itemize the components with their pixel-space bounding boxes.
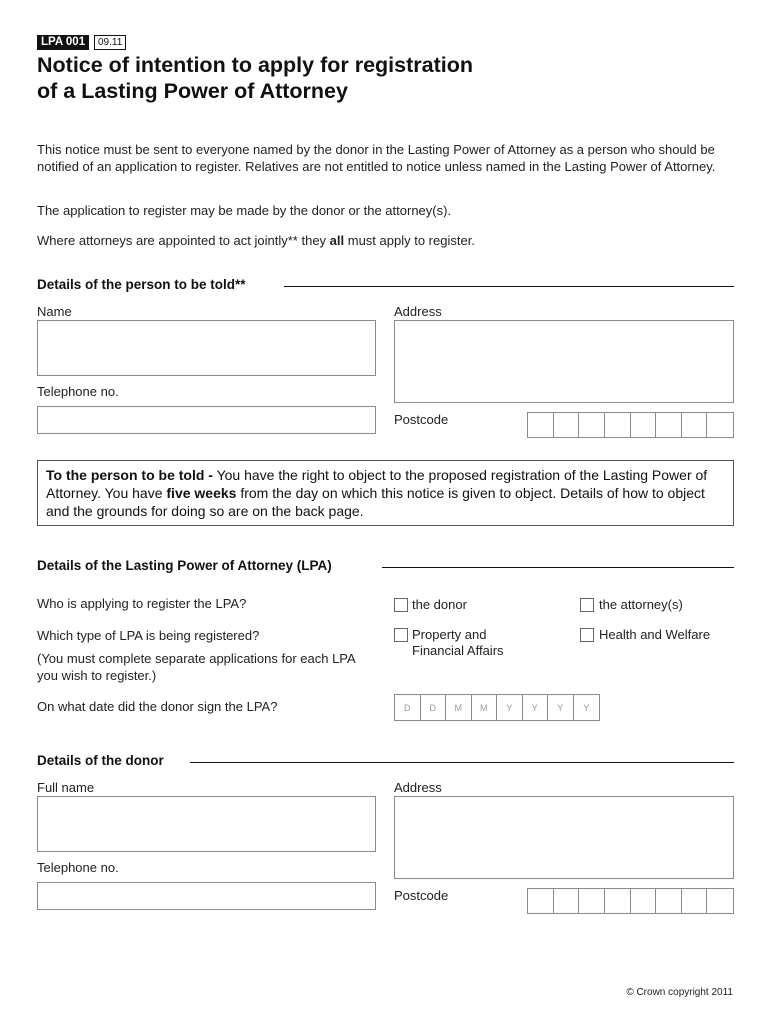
section-divider — [382, 567, 734, 568]
postcode-cell[interactable] — [528, 413, 554, 437]
property-finance-label — [412, 627, 504, 659]
page-title — [37, 52, 637, 104]
postcode-cell[interactable] — [605, 889, 631, 913]
postcode-cell[interactable] — [579, 413, 605, 437]
title-line-1: Notice of intention to apply for registration — [37, 53, 473, 77]
date-cell[interactable]: M — [446, 695, 472, 720]
property-finance-line-2: Financial Affairs — [412, 643, 504, 658]
sign-date-question: On what date did the donor sign the LPA? — [37, 699, 278, 714]
intro-p3-text-b: must apply to register. — [344, 233, 475, 248]
donor-address-label: Address — [394, 780, 442, 795]
postcode-cell[interactable] — [707, 889, 733, 913]
notice-bold-period: five weeks — [166, 485, 237, 501]
attorneys-checkbox[interactable] — [580, 598, 594, 612]
intro-p3-bold: all — [329, 233, 345, 248]
date-cell[interactable]: M — [472, 695, 498, 720]
person-name-label: Name — [37, 304, 72, 319]
postcode-cell[interactable] — [528, 889, 554, 913]
health-welfare-checkbox[interactable] — [580, 628, 594, 642]
postcode-cell[interactable] — [707, 413, 733, 437]
date-cell[interactable]: Y — [497, 695, 523, 720]
section-divider — [284, 286, 734, 287]
person-telephone-field[interactable] — [37, 406, 376, 434]
postcode-cell[interactable] — [682, 413, 708, 437]
postcode-cell[interactable] — [579, 889, 605, 913]
notice-text-1: You have the right to object to the proposed registration of the Lasting Power of Attorney. You have — [46, 467, 708, 501]
date-cell[interactable]: D — [421, 695, 447, 720]
date-cell[interactable]: Y — [548, 695, 574, 720]
lpa-section-heading: Details of the Lasting Power of Attorney (LPA) — [37, 558, 332, 573]
postcode-cell[interactable] — [605, 413, 631, 437]
postcode-cell[interactable] — [656, 889, 682, 913]
date-cell[interactable]: D — [395, 695, 421, 720]
donor-telephone-field[interactable] — [37, 882, 376, 910]
lpa-type-note: (You must complete separate applications for each LPA you wish to register.) — [37, 651, 355, 683]
health-welfare-label: Health and Welfare — [599, 627, 711, 642]
title-line-2: of a Lasting Power of Attorney — [37, 79, 348, 103]
intro-p3-text-a: Where attorneys are appointed to act jointly** they — [37, 233, 330, 248]
donor-fullname-label: Full name — [37, 780, 95, 795]
form-code-badge: LPA 001 — [37, 35, 89, 50]
copyright-notice: © Crown copyright 2011 — [626, 987, 733, 998]
postcode-cell[interactable] — [554, 889, 580, 913]
notice-text-2: from the day on which this notice is given to object. Details of how to object and the grounds for doing so are on the back page. — [46, 485, 705, 519]
donor-address-field[interactable] — [394, 796, 734, 879]
section-divider — [190, 762, 734, 763]
person-section-heading: Details of the person to be told** — [37, 277, 246, 292]
donor-option-label: the donor — [412, 597, 467, 612]
postcode-cell[interactable] — [631, 413, 657, 437]
sign-date-field[interactable] — [394, 694, 600, 721]
postcode-cell[interactable] — [656, 413, 682, 437]
notice-lead: To the person to be told - — [46, 467, 213, 483]
donor-telephone-label: Telephone no. — [37, 860, 119, 875]
property-finance-checkbox[interactable] — [394, 628, 408, 642]
property-finance-line-1: Property and — [412, 627, 487, 642]
postcode-cell[interactable] — [682, 889, 708, 913]
notice-box — [37, 460, 734, 526]
intro-paragraph-2: The application to register may be made by the donor or the attorney(s). — [37, 203, 452, 218]
donor-postcode-field[interactable] — [527, 888, 734, 914]
date-cell[interactable]: Y — [523, 695, 549, 720]
person-address-label: Address — [394, 304, 442, 319]
intro-paragraph-3 — [37, 233, 737, 250]
person-name-field[interactable] — [37, 320, 376, 376]
postcode-cell[interactable] — [554, 413, 580, 437]
donor-postcode-label: Postcode — [394, 888, 449, 903]
form-version-badge: 09.11 — [94, 35, 126, 50]
postcode-cell[interactable] — [631, 889, 657, 913]
person-postcode-label: Postcode — [394, 412, 449, 427]
lpa-type-question: Which type of LPA is being registered? — [37, 628, 260, 643]
donor-section-heading: Details of the donor — [37, 753, 164, 768]
applicant-question: Who is applying to register the LPA? — [37, 596, 247, 611]
intro-paragraph-1: This notice must be sent to everyone named by the donor in the Lasting Power of Attorney as a person who should be notified of an application to register. Relatives are not entitled to notice unless named in the Lasting Power of Attorney. — [37, 142, 716, 174]
donor-fullname-field[interactable] — [37, 796, 376, 852]
donor-checkbox[interactable] — [394, 598, 408, 612]
attorneys-option-label: the attorney(s) — [599, 597, 683, 612]
person-address-field[interactable] — [394, 320, 734, 403]
person-postcode-field[interactable] — [527, 412, 734, 438]
date-cell[interactable]: Y — [583, 703, 590, 713]
person-telephone-label: Telephone no. — [37, 384, 119, 399]
